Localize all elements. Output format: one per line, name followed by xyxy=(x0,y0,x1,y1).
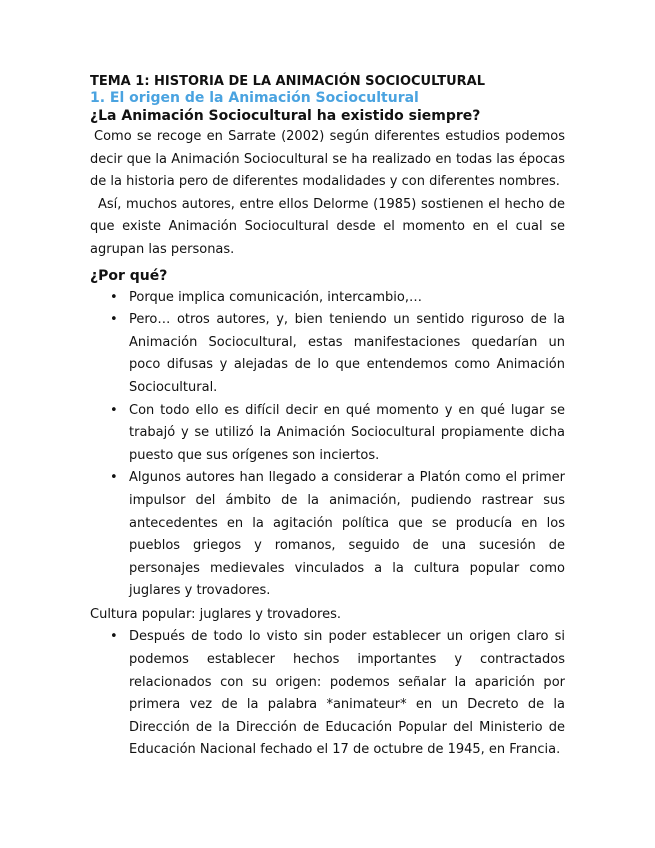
bullet-icon: • xyxy=(110,312,118,328)
reasons-list xyxy=(90,287,565,603)
bullet-icon: • xyxy=(110,629,118,645)
list-item xyxy=(90,626,565,762)
list-item xyxy=(90,400,565,468)
origin-list xyxy=(90,626,565,762)
bullet-icon: • xyxy=(110,402,118,418)
paragraph-delorme: Así, muchos autores, entre ellos Delorme (1985) sostienen el hecho de que existe Animación Sociocultural desde el momento en el cual se agrupan las personas. xyxy=(90,196,565,257)
why-heading: ¿Por qué? xyxy=(90,267,168,284)
list-item-text: Porque implica comunicación, intercambio,… xyxy=(129,289,422,305)
culture-line: Cultura popular: juglares y trovadores. xyxy=(90,606,342,622)
list-item xyxy=(90,309,565,399)
list-item-text: Con todo ello es difícil decir en qué momento y en qué lugar se trabajó y se utilizó la Animación Sociocultural propiamente dicha puesto que sus orígenes son inciertos. xyxy=(129,402,565,463)
list-item-text: Algunos autores han llegado a considerar a Platón como el primer impulsor del ámbito de la animación, pudiendo rastrear sus antecedentes en la agitación política que se producía en los pueblos griegos y romanos, seguido de una sucesión de personajes medievales vinculados a la cultura popular como juglares y trovadores. xyxy=(129,470,565,599)
list-item xyxy=(90,287,565,310)
section-heading: 1. El origen de la Animación Sociocultural xyxy=(90,90,419,106)
bullet-icon: • xyxy=(110,470,118,486)
question-heading: ¿La Animación Sociocultural ha existido siempre? xyxy=(90,108,481,124)
list-item-text: Después de todo lo visto sin poder establecer un origen claro si podemos establecer hechos importantes y contractados relacionados con su origen: podemos señalar la aparición por primera vez de la palabra *animateur* en un Decreto de la Dirección de la Dirección de Educación Popular del Ministerio de Educación Nacional fechado el 17 de octubre de 1945, en Francia. xyxy=(129,629,565,758)
paragraph-sarrate: Como se recoge en Sarrate (2002) según diferentes estudios podemos decir que la Animación Sociocultural se ha realizado en todas las épocas de la historia pero de diferentes modalidades y con diferentes nombres. xyxy=(90,129,565,190)
document-page xyxy=(90,74,565,762)
list-item xyxy=(90,467,565,603)
list-item-text: Pero… otros autores, y, bien teniendo un sentido riguroso de la Animación Sociocultural, estas manifestaciones quedarían un poco difusas y alejadas de lo que entendemos como Animación Sociocultural. xyxy=(129,312,565,395)
document-title: TEMA 1: HISTORIA DE LA ANIMACIÓN SOCIOCULTURAL xyxy=(90,74,486,89)
bullet-icon: • xyxy=(110,289,118,305)
